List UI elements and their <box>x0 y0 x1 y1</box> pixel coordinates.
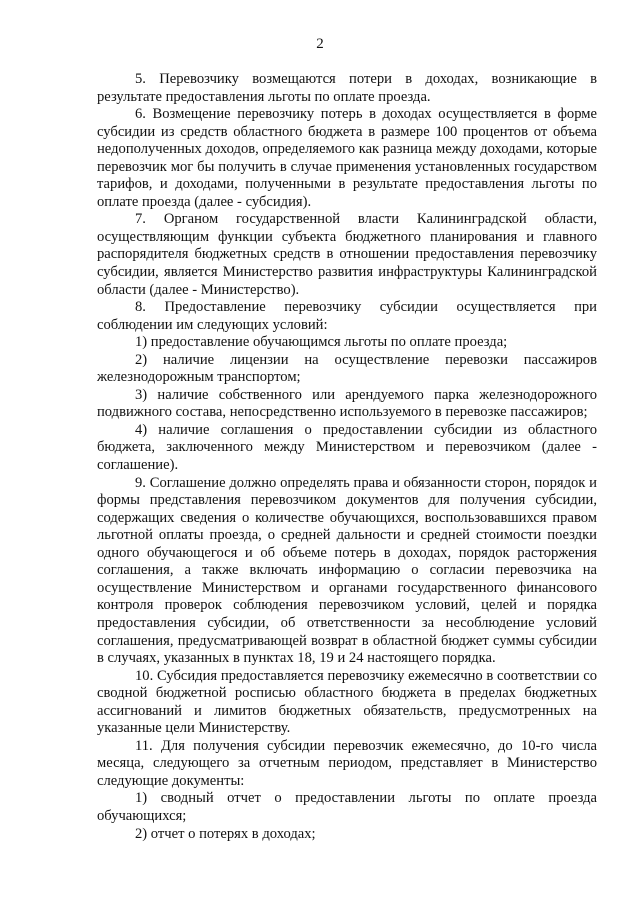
paragraph-8: 8. Предоставление перевозчику субсидии осуществляется при соблюдении им следующих условий: <box>97 299 597 333</box>
page-number: 2 <box>316 36 324 52</box>
condition-2: 2) наличие лицензии на осуществление перевозки пассажиров железнодорожным транспортом; <box>97 351 597 386</box>
paragraph-9: 9. Соглашение должно определять права и обязанности сторон, порядок и формы представления перевозчиком документов для получения субсидии, содержащих сведения о количестве обучающихся, воспользовавшихся правом льготной оплаты проезда, о средней дальности и средней стоимости поездки одного обучающегося и об объеме потерь в доходах, порядок расторжения соглашения, а также включать информацию о согласии перевозчика на осуществление Министерством и органами государственного финансового контроля проверок соблюдения перевозчиком условий, целей и порядка предоставления субсидии, об ответственности за несоблюдение условий соглашения, предусматривающей возврат в областной бюджет суммы субсидии в случаях, указанных в пунктах 18, 19 и 24 настоящего порядка. <box>97 474 597 667</box>
condition-4: 4) наличие соглашения о предоставлении субсидии из областного бюджета, заключенного между Министерством и перевозчиком (далее - соглашение). <box>97 421 597 474</box>
paragraph-5: 5. Перевозчику возмещаются потери в доходах, возникающие в результате предоставления льготы по оплате проезда. <box>97 71 597 105</box>
document-item-2: 2) отчет о потерях в доходах; <box>135 825 316 842</box>
paragraph-6: 6. Возмещение перевозчику потерь в доходах осуществляется в форме субсидии из средств областного бюджета в размере 100 процентов от объема недополученных доходов, определяемого как разница между доходами, которые перевозчик мог бы получить в случае применения установленных государством тарифов, и доходами, полученными в результате предоставления льготы по оплате проезда (далее - субсидия). <box>97 106 597 210</box>
paragraph-7: 7. Органом государственной власти Калининградской области, осуществляющим функции субъекта бюджетного планирования и главного распорядителя бюджетных средств в отношении предоставления перевозчику субсидии, является Министерство развития инфраструктуры Калининградской области (далее - Министерство). <box>97 211 597 298</box>
document-body <box>97 71 597 843</box>
paragraph-10: 10. Субсидия предоставляется перевозчику ежемесячно в соответствии со сводной бюджетной росписью областного бюджета в пределах бюджетных ассигнований и лимитов бюджетных обязательств, предусмотренных на указанные цели Министерству. <box>97 667 597 737</box>
paragraph-11: 11. Для получения субсидии перевозчик ежемесячно, до 10-го числа месяца, следующего за отчетным периодом, представляет в Министерство следующие документы: <box>97 737 597 789</box>
condition-1: 1) предоставление обучающимся льготы по оплате проезда; <box>135 334 508 351</box>
condition-3: 3) наличие собственного или арендуемого парка железнодорожного подвижного состава, непосредственно используемого в перевозке пассажиров; <box>97 386 597 421</box>
document-item-1: 1) сводный отчет о предоставлении льготы по оплате проезда обучающихся; <box>97 790 597 824</box>
